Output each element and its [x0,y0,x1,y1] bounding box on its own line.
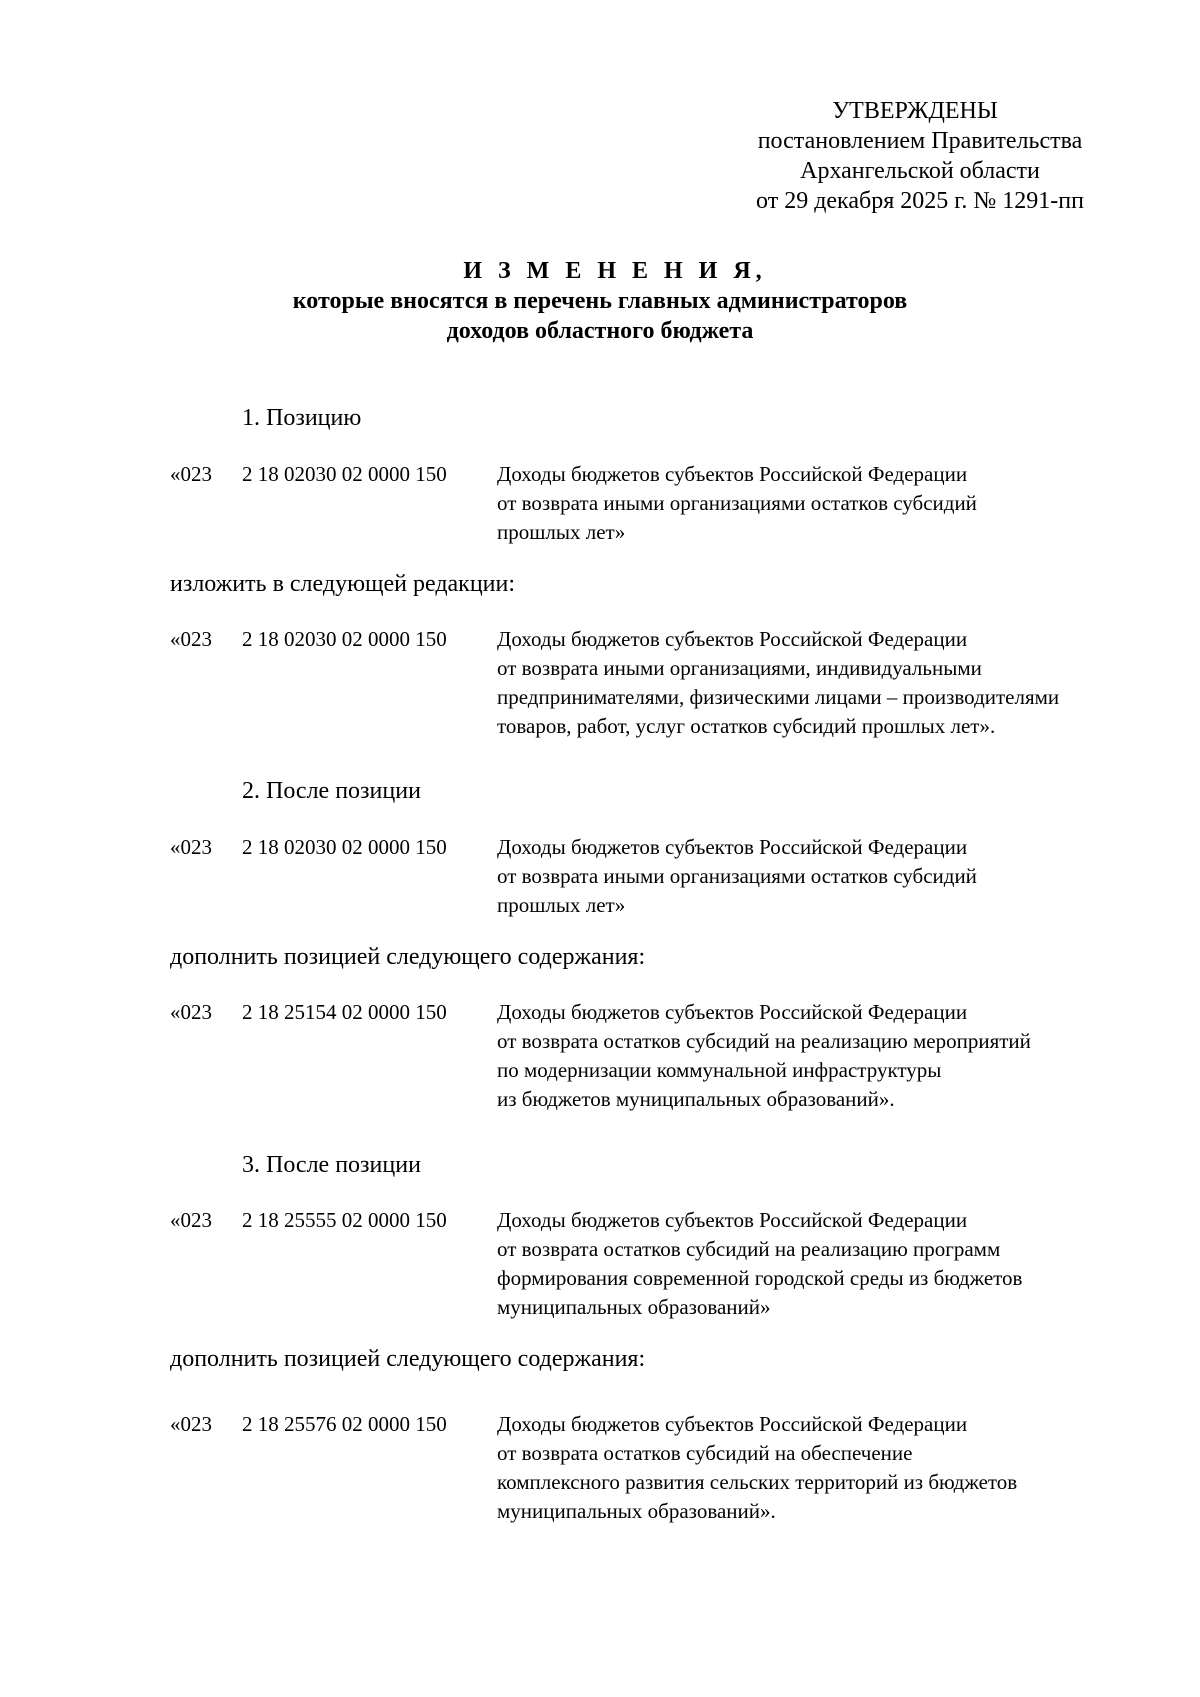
desc-line: от возврата иными организациями, индивидуальными [497,656,982,680]
income-description [497,998,1031,1114]
desc-line: от возврата остатков субсидий на обеспечение [497,1441,913,1465]
desc-line: из бюджетов муниципальных образований». [497,1087,895,1111]
desc-line: прошлых лет» [497,520,626,544]
desc-line: товаров, работ, услуг остатков субсидий прошлых лет». [497,714,996,738]
desc-line: муниципальных образований» [497,1295,771,1319]
desc-line: от возврата остатков субсидий на реализацию программ [497,1237,1001,1261]
desc-line: от возврата остатков субсидий на реализацию мероприятий [497,1029,1031,1053]
admin-code: «023 [170,462,212,486]
section-3-heading: 3. После позиции [242,1152,421,1178]
desc-line: Доходы бюджетов субъектов Российской Федерации [497,1208,968,1232]
income-code: 2 18 02030 02 0000 150 [242,627,447,651]
income-description [497,460,977,547]
title-subtitle-line2: доходов областного бюджета [446,318,754,344]
approval-decree: постановлением Правительства [757,128,1083,154]
title-subtitle-line1: которые вносятся в перечень главных администраторов [292,288,908,314]
admin-code: «023 [170,835,212,859]
desc-line: Доходы бюджетов субъектов Российской Федерации [497,1412,968,1436]
desc-line: комплексного развития сельских территорий из бюджетов [497,1470,1018,1494]
section-2-heading: 2. После позиции [242,778,421,804]
desc-line: Доходы бюджетов субъектов Российской Федерации [497,627,968,651]
section-3-instruction: дополнить позицией следующего содержания: [170,1346,646,1372]
desc-line: предпринимателями, физическими лицами – производителями [497,685,1060,709]
income-code: 2 18 02030 02 0000 150 [242,462,447,486]
section-1-instruction: изложить в следующей редакции: [170,571,516,597]
section-2-instruction: дополнить позицией следующего содержания: [170,944,646,970]
admin-code: «023 [170,1412,212,1436]
admin-code: «023 [170,1000,212,1024]
income-description [497,625,1059,741]
document-title [0,256,1200,346]
desc-line: от возврата иными организациями остатков субсидий [497,491,977,515]
desc-line: формирования современной городской среды из бюджетов [497,1266,1023,1290]
desc-line: Доходы бюджетов субъектов Российской Федерации [497,462,968,486]
approval-region: Архангельской области [800,158,1040,184]
income-description [497,833,977,920]
admin-code: «023 [170,627,212,651]
desc-line: Доходы бюджетов субъектов Российской Федерации [497,835,968,859]
desc-line: по модернизации коммунальной инфраструктуры [497,1058,942,1082]
desc-line: муниципальных образований». [497,1499,776,1523]
income-description [497,1410,1017,1526]
income-description [497,1206,1022,1322]
approval-date-number: от 29 декабря 2025 г. № 1291-пп [756,188,1084,214]
approval-block [640,96,1200,216]
section-1-heading: 1. Позицию [242,405,362,431]
income-code: 2 18 02030 02 0000 150 [242,835,447,859]
desc-line: от возврата иными организациями остатков субсидий [497,864,977,888]
approval-approved: УТВЕРЖДЕНЫ [832,98,998,124]
desc-line: прошлых лет» [497,893,626,917]
desc-line: Доходы бюджетов субъектов Российской Федерации [497,1000,968,1024]
admin-code: «023 [170,1208,212,1232]
title-heading: И З М Е Н Е Н И Я, [463,258,767,284]
income-code: 2 18 25555 02 0000 150 [242,1208,447,1232]
income-code: 2 18 25154 02 0000 150 [242,1000,447,1024]
income-code: 2 18 25576 02 0000 150 [242,1412,447,1436]
